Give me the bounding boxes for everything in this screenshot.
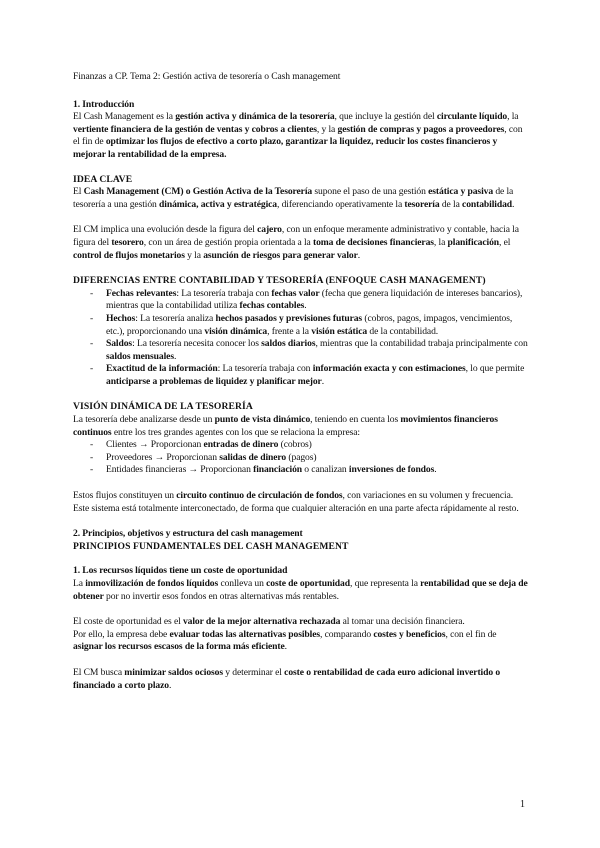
bold-text: coste de oportunidad bbox=[266, 578, 350, 589]
bold-text: anticiparse a problemas de liquidez y planificar mejor bbox=[106, 375, 322, 387]
text-run: , la bbox=[433, 236, 448, 248]
bold-text: coste o rentabilidad de cada euro adicional invertido o financiado a corto plazo bbox=[73, 666, 501, 691]
text-run: , con el fin de bbox=[73, 123, 523, 148]
bold-text: información exacta y con estimaciones bbox=[312, 363, 466, 375]
text-run: por no invertir esos fondos en otras alternativas más rentables. bbox=[103, 590, 339, 602]
bold-text: fechas valor bbox=[271, 287, 320, 299]
text-run: La tesorería debe analizarse desde un bbox=[73, 414, 215, 426]
bold-text: rentabilidad que se deja de obtener bbox=[73, 578, 528, 602]
text-run: entre los tres grandes agentes con los que se relaciona la empresa: bbox=[111, 426, 360, 438]
bold-text: control de flujos monetarios bbox=[73, 249, 185, 261]
bold-text: circuito continuo de circulación de fondos bbox=[176, 490, 343, 502]
principio-1-heading: 1. Los recursos líquidos tiene un coste de oportunidad bbox=[73, 565, 288, 577]
vision-dinamica-heading: VISIÓN DINÁMICA DE LA TESORERÍA bbox=[73, 401, 253, 413]
list-item bbox=[73, 439, 528, 452]
text-run: de la contabilidad. bbox=[367, 325, 439, 337]
bold-text: movimientos financieros continuos bbox=[73, 414, 498, 438]
vision-paragraph-1 bbox=[73, 414, 528, 439]
section-heading-principios: 2. Principios, objetivos y estructura del cash management bbox=[73, 528, 303, 540]
bold-text: costes y beneficios bbox=[373, 628, 446, 640]
text-run: . bbox=[357, 249, 361, 261]
text-run: de la tesorería a una gestión bbox=[73, 186, 514, 210]
bold-text: planificación bbox=[447, 236, 500, 248]
bold-text: contabilidad bbox=[462, 198, 513, 210]
bold-text: evaluar todas las alternativas posibles bbox=[169, 628, 320, 640]
text-run: : La tesorería analiza bbox=[135, 312, 216, 324]
bold-text: hechos pasados y previsiones futuras bbox=[215, 312, 363, 324]
text-run: : La tesorería trabaja con bbox=[217, 363, 313, 375]
bold-text: optimizar los flujos de efectivo a corto plazo, garantizar la liquidez, reducir los costes financieros y mejorar la rentabilidad de la empresa. bbox=[73, 136, 498, 160]
text-run: (fecha que genera liquidación de intereses bancarios), mientras que la contabilidad utiliza bbox=[106, 287, 523, 312]
text-run: supone el paso de una gestión bbox=[312, 186, 429, 198]
text-run: El coste de oportunidad es el bbox=[73, 616, 183, 628]
bold-text: salidas de dinero bbox=[219, 451, 287, 463]
cm-objetivo-paragraph bbox=[73, 667, 528, 692]
diferencias-list bbox=[73, 288, 528, 389]
bold-text: gestión de compras y pagos a proveedores bbox=[337, 123, 505, 135]
text-run: El CM implica una evolución desde la figura del bbox=[73, 224, 258, 236]
bold-text: valor de la mejor alternativa rechazada bbox=[182, 616, 341, 628]
bold-text: Hechos bbox=[106, 312, 136, 324]
text-run: Clientes → Proporcionan bbox=[106, 439, 204, 451]
bold-text: punto de vista dinámico bbox=[214, 414, 311, 426]
vision-paragraph-2 bbox=[73, 490, 528, 515]
bold-text: financiación bbox=[253, 464, 302, 476]
bold-text: Saldos bbox=[106, 338, 133, 350]
list-item bbox=[73, 313, 528, 338]
bold-text: saldos mensuales bbox=[106, 350, 174, 362]
idea-clave-paragraph-2 bbox=[73, 224, 528, 262]
idea-clave-heading: IDEA CLAVE bbox=[73, 173, 133, 185]
bold-text: tesorero bbox=[111, 236, 144, 248]
bold-text: asignar los recursos escasos de la forma más eficiente bbox=[73, 641, 285, 653]
coste-oportunidad-paragraph bbox=[73, 616, 528, 629]
text-run: La bbox=[73, 578, 86, 589]
text-run: : La tesorería necesita conocer los bbox=[132, 338, 262, 350]
page-header: Finanzas a CP. Tema 2: Gestión activa de tesorería o Cash management bbox=[73, 71, 341, 82]
intro-paragraph bbox=[73, 111, 528, 161]
text-run: . bbox=[321, 375, 325, 387]
text-run: . bbox=[304, 300, 307, 312]
text-run: , y la bbox=[316, 123, 338, 135]
text-run: . bbox=[168, 679, 172, 691]
text-run: al tomar una decisión financiera. bbox=[340, 616, 465, 628]
text-run: y determinar el bbox=[223, 666, 285, 678]
text-run: , con el fin de bbox=[445, 628, 497, 640]
text-run: conlleva un bbox=[218, 578, 267, 589]
agentes-list bbox=[73, 439, 528, 477]
text-run: , con un enfoque meramente administrativo y contable, hacia la figura del bbox=[73, 224, 519, 248]
bold-text: inmovilización de fondos líquidos bbox=[85, 578, 219, 589]
bold-text: toma de decisiones financieras bbox=[313, 236, 434, 248]
bold-text: Exactitud de la información bbox=[106, 363, 218, 375]
page-number: 1 bbox=[520, 799, 525, 810]
diferencias-heading: DIFERENCIAS ENTRE CONTABILIDAD Y TESORERÍA (ENFOQUE CASH MANAGEMENT) bbox=[73, 275, 486, 287]
text-run: de la bbox=[439, 198, 463, 210]
text-run: , el bbox=[499, 236, 511, 248]
text-run: , la bbox=[507, 111, 519, 123]
text-run: , con un área de gestión propia orientada a la bbox=[143, 236, 313, 248]
text-run: , con variaciones en su volumen y frecuencia. Este sistema está totalmente interconectado, de forma que cualquier alteración en una parte afecta rápidamente al resto. bbox=[73, 490, 519, 514]
text-run: Proveedores → Proporcionan bbox=[106, 451, 220, 463]
bold-text: Fechas relevantes bbox=[106, 287, 177, 299]
bold-text: cajero bbox=[257, 224, 282, 236]
bold-text: gestión activa y dinámica de la tesorería bbox=[175, 111, 335, 123]
bold-text: entradas de dinero bbox=[203, 439, 279, 451]
bold-text: visión dinámica bbox=[204, 325, 268, 337]
bold-text: fechas contables bbox=[239, 300, 305, 312]
text-run: , diferenciando operativamente la bbox=[277, 198, 405, 210]
text-run: (cobros, pagos, impagos, vencimientos, etc.), proporcionando una bbox=[106, 312, 513, 337]
page-content bbox=[73, 71, 528, 692]
bold-text: Cash Management (CM) o Gestión Activa de la Tesorería bbox=[83, 186, 313, 198]
principio-1-paragraph bbox=[73, 578, 528, 603]
text-run: Entidades financieras → Proporcionan bbox=[106, 464, 254, 476]
list-item bbox=[73, 452, 528, 465]
bold-text: dinámica, activa y estratégica bbox=[159, 198, 278, 210]
text-run: o canalizan bbox=[302, 464, 349, 476]
text-run: , frente a la bbox=[267, 325, 312, 337]
text-run: , teniendo en cuenta los bbox=[310, 414, 401, 426]
text-run: , lo que permite bbox=[465, 363, 525, 375]
text-run: , que incluye la gestión del bbox=[334, 111, 437, 123]
text-run: . bbox=[284, 641, 287, 653]
text-run: Por ello, la empresa debe bbox=[73, 628, 170, 640]
list-item bbox=[73, 464, 528, 477]
bold-text: visión estática bbox=[311, 325, 368, 337]
text-run: Estos flujos constituyen un bbox=[73, 490, 177, 502]
bold-text: tesorería bbox=[404, 198, 440, 210]
text-run: . bbox=[173, 350, 177, 362]
text-run: El Cash Management es la bbox=[73, 111, 176, 123]
text-run: El CM busca bbox=[73, 666, 125, 678]
section-heading-introduccion: 1. Introducción bbox=[73, 98, 135, 110]
text-run: , comparando bbox=[320, 628, 374, 640]
principios-subheading: PRINCIPIOS FUNDAMENTALES DEL CASH MANAGEMENT bbox=[73, 540, 349, 552]
bold-text: circulante líquido bbox=[436, 111, 508, 123]
bold-text: inversiones de fondos bbox=[348, 464, 435, 476]
text-run: , mientras que la contabilidad trabaja principalmente con bbox=[315, 338, 528, 350]
text-run: El bbox=[73, 186, 84, 198]
list-item bbox=[73, 288, 528, 313]
text-run: , que representa la bbox=[349, 578, 421, 589]
list-item bbox=[73, 338, 528, 363]
text-run: (cobros) bbox=[278, 439, 312, 451]
text-run: (pagos) bbox=[286, 451, 317, 463]
bold-text: saldos diarios bbox=[261, 338, 316, 350]
list-item bbox=[73, 363, 528, 388]
bold-text: asunción de riesgos para generar valor bbox=[203, 249, 358, 261]
text-run: : La tesorería trabaja con bbox=[176, 287, 272, 299]
evaluar-alternativas-paragraph bbox=[73, 629, 528, 654]
text-run: . bbox=[512, 198, 515, 210]
bold-text: vertiente financiera de la gestión de ventas y cobros a clientes bbox=[73, 123, 317, 135]
text-run: . bbox=[434, 464, 437, 476]
bold-text: minimizar saldos ociosos bbox=[124, 666, 223, 678]
idea-clave-paragraph-1 bbox=[73, 186, 528, 211]
bold-text: estática y pasiva bbox=[428, 186, 494, 198]
text-run: y la bbox=[184, 249, 204, 261]
